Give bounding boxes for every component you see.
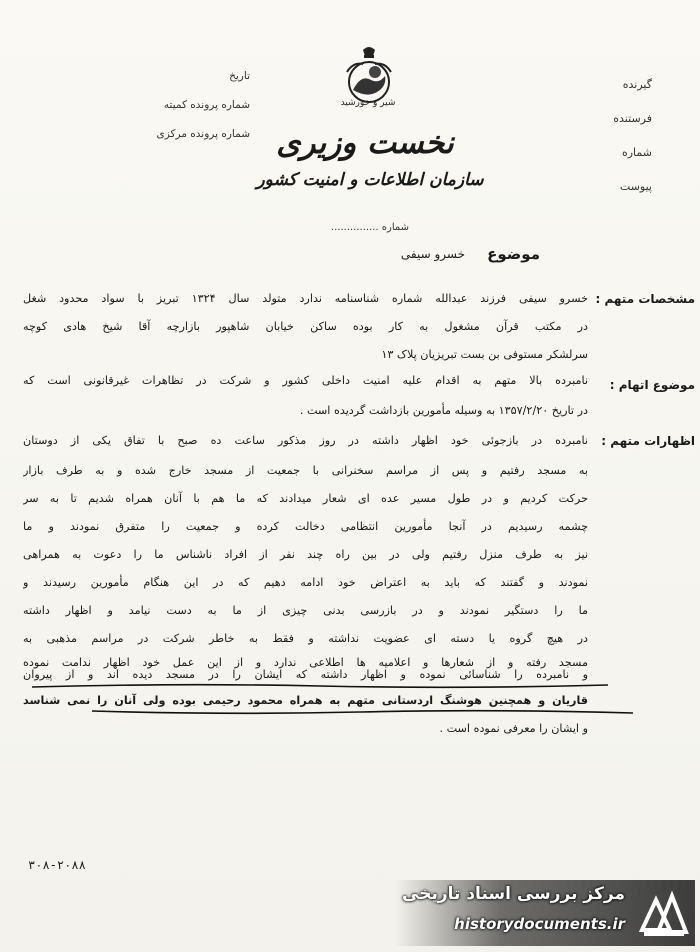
section-label-charge: موضوع اتهام : — [609, 378, 695, 392]
body-line: ما را دستگیر نمودند و در بازرسی بدنی چیزی از ما به دست نیامد و اظهار داشته — [23, 604, 588, 617]
recipient-field: گیرنده — [622, 78, 652, 91]
watermark-url: historydocuments.ir — [454, 915, 625, 933]
body-line: نامبرده بالا متهم به اقدام علیه امنیت داخلی کشور و شرکت در تظاهرات غیرقانونی است که — [23, 374, 588, 387]
body-line: خسرو سیفی فرزند عبدالله شماره شناسنامه ندارد متولد سال ۱۳۲۴ تبریز با سواد محدود شغل — [23, 292, 588, 305]
body-line-underlined: و نامبرده را شناسائی نموده و اظهار داشته که ایشان را در مسجد دیده اند و از پیروان — [23, 668, 588, 681]
committee-file-field: شماره پرونده کمیته — [163, 99, 250, 111]
number-field: شماره — [621, 146, 652, 159]
body-line: سرلشکر مستوفی بن بست تبریزیان پلاک ۱۳ — [381, 348, 588, 361]
handwritten-underline — [30, 682, 610, 690]
body-line-underlined: قاریان و همچنین هوشنگ اردستانی متهم به همراه محمود رحیمی بوده ولی آنان را نمی شناسد — [23, 694, 588, 707]
central-file-field: شماره پرونده مرکزی — [156, 128, 250, 140]
emblem-caption: شیر و خورشید — [340, 98, 396, 108]
sender-field: فرستنده — [613, 112, 652, 125]
body-line: نیز به طرف منزل رفتیم ولی در بین راه چند نفر از افراد ناشناس ما را دعوت به همراهی — [23, 548, 588, 561]
body-line: در هیچ گروه یا دسته ای عضویت نداشته و فقط به خاطر شرکت در مراسم مذهبی به — [23, 632, 588, 645]
body-line: در تاریخ ۱۳۵۷/۲/۲۰ به وسیله مأمورین بازداشت گردیده است . — [299, 404, 588, 417]
subject-value: خسرو سیفی — [400, 247, 465, 261]
body-line: چشمه رسیدیم در آنجا مأمورین انتظامی دخالت کرده و جمعیت را متفرق نمودند و ما — [23, 520, 588, 533]
body-line: نمودند و گفتند که باید به اعتراض خود ادامه دهیم که در این هنگام مأمورین رسیدند و — [23, 576, 588, 589]
org-title: نخست وزیری — [276, 125, 454, 161]
footer-reference-number: ۳۰۸-۲۰۸۸ — [28, 858, 86, 872]
body-line: و ایشان را معرفی نموده است . — [439, 722, 588, 735]
section-label-profile: مشخصات متهم : — [595, 292, 695, 306]
attachment-field: پیوست — [619, 180, 652, 193]
handwritten-underline — [90, 708, 635, 716]
watermark-title: مرکز بررسی اسناد تاریخی — [402, 884, 625, 904]
header-left-fields — [120, 62, 250, 149]
header-right-fields — [552, 68, 652, 204]
body-line: به مسجد رفتیم و پس از مراسم سخنرانی با جمعیت از مسجد خارج شده و به طرف بازار — [23, 464, 588, 477]
org-subtitle: سازمان اطلاعات و امنیت کشور — [256, 170, 484, 190]
doc-number: شماره ............... — [330, 222, 410, 233]
body-line: نامبرده در بازجوئی خود اظهار داشته در روز مذکور ساعت ده صبح با تفاق یکی از دوستان — [23, 434, 588, 447]
body-line: در مکتب قرآن مشغول به کار بوده ساکن خیابان شاهپور بازارچه آقا شیخ هادی کوچه — [23, 320, 588, 333]
date-field: تاریخ — [229, 70, 250, 82]
body-line: مسجد رفته و از شعارها و اعلامیه ها اطلاعی ندارد و از این عمل خود اظهار ندامت نموده — [23, 656, 588, 669]
archive-logo-icon — [636, 886, 692, 942]
section-label-statement: اظهارات متهم : — [601, 434, 695, 448]
subject-label: موضوع — [487, 245, 540, 263]
body-line: حرکت کردیم و در طول مسیر عده ای شعار میدادند که ما هم با آنان همراه شدیم تا به سر — [23, 492, 588, 505]
